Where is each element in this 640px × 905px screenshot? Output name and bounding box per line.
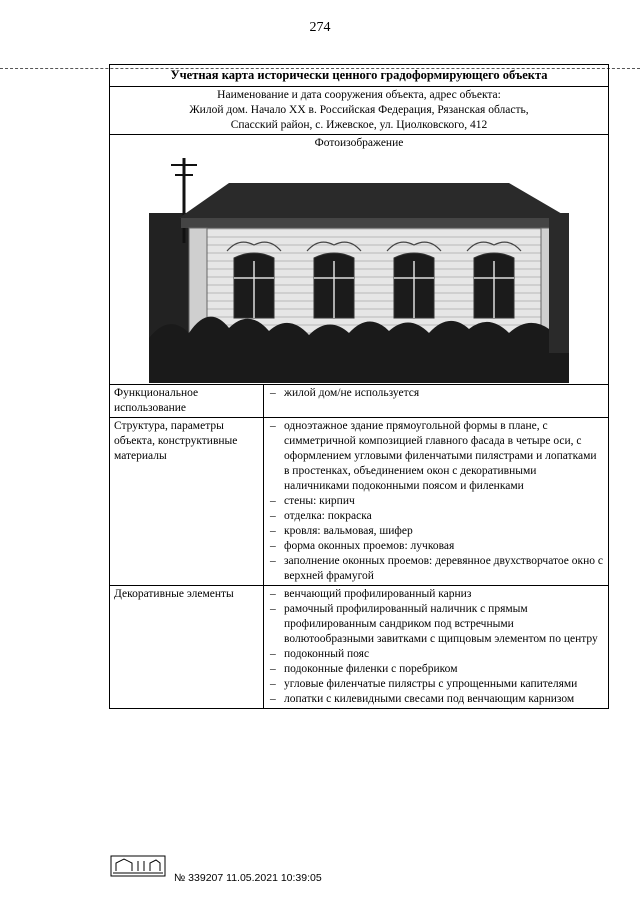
photo-label: Фотоизображение xyxy=(314,137,404,149)
list-item: – лопатки с килевидными свесами под венчающим карнизом xyxy=(268,692,604,707)
row-label: Структура, параметры объекта, конструктивные материалы xyxy=(110,418,264,586)
card-title: Учетная карта исторически ценного градоформирующего объекта xyxy=(110,65,609,87)
list-item: – отделка: покраска xyxy=(268,509,604,524)
row-label: Декоративные элементы xyxy=(110,586,264,709)
object-cell xyxy=(110,87,609,135)
registration-stamp xyxy=(110,855,410,895)
row-values xyxy=(264,418,609,586)
row-decorative xyxy=(110,586,609,709)
list-item: – жилой дом/не используется xyxy=(268,386,604,401)
object-heading: Наименование и дата сооружения объекта, адрес объекта: xyxy=(217,89,501,101)
row-values xyxy=(264,385,609,418)
page-number: 274 xyxy=(309,20,331,35)
list-item: – угловые филенчатые пилястры с упрощенными капителями xyxy=(268,677,604,692)
list-item: – стены: кирпич xyxy=(268,494,604,509)
photo-cell xyxy=(110,135,609,385)
row-values xyxy=(264,586,609,709)
object-line-1: Жилой дом. Начало XX в. Российская Федерация, Рязанская область, xyxy=(189,104,529,116)
row-structure xyxy=(110,418,609,586)
building-photo-image xyxy=(149,153,569,383)
list-item: – венчающий профилированный карниз xyxy=(268,587,604,602)
list-item: – заполнение оконных проемов: деревянное двухстворчатое окно с верхней фрамугой xyxy=(268,554,604,584)
list-item: – одноэтажное здание прямоугольной формы в плане, с симметричной композицией главного фасада в четыре оси, с оформлением угловыми филенчатыми пилястрами и лопатками в простенках, объединением окон с декоративными наличниками подоконными поясом и филенками xyxy=(268,419,604,494)
list-item: – подоконные филенки с поребриком xyxy=(268,662,604,677)
list-item: – подоконный пояс xyxy=(268,647,604,662)
building-photo xyxy=(149,153,569,383)
list-item: – форма оконных проемов: лучковая xyxy=(268,539,604,554)
row-label: Функциональное использование xyxy=(110,385,264,418)
record-card-table xyxy=(109,64,609,709)
row-functional-use xyxy=(110,385,609,418)
list-item: – рамочный профилированный наличник с прямым профилированным сандриком под встречными волютообразными завитками с щипцовым элементом по центру xyxy=(268,602,604,647)
list-item: – кровля: вальмовая, шифер xyxy=(268,524,604,539)
object-line-2: Спасский район, с. Ижевское, ул. Циолковского, 412 xyxy=(230,119,488,131)
stamp-text: № 339207 11.05.2021 10:39:05 xyxy=(174,872,322,884)
stamp-logo-icon xyxy=(110,855,166,877)
